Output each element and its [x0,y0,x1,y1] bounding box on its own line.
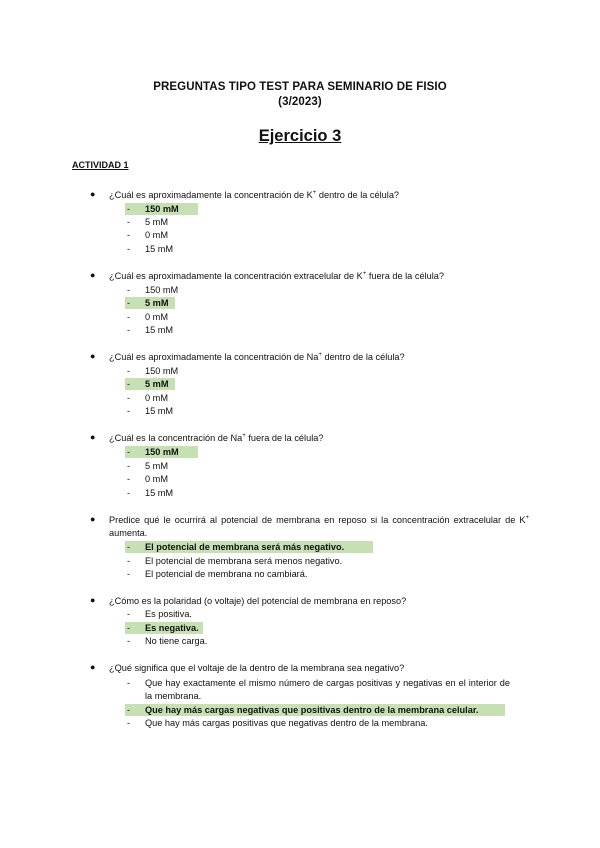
answer-text: 150 mM [145,285,179,295]
dash-icon: - [127,217,131,227]
correct-answer-text: 5 mM [145,298,169,308]
dash-icon: - [127,461,131,471]
answer-text: 15 mM [145,406,174,416]
question-text: ¿Cuál es la concentración de Na+ fuera de la célula? [109,432,324,443]
dash-icon: - [127,366,131,376]
answer-text: No tiene carga. [145,636,208,646]
bullet-icon: ● [90,595,96,605]
dash-icon: - [127,623,131,633]
question-text: ¿Cuál es aproximadamente la concentración de Na+ dentro de la célula? [109,351,405,362]
dash-icon: - [127,393,131,403]
question-text: Predice qué le ocurrirá al potencial de membrana en reposo si la concentración extracelular de K+ aumenta. [109,514,529,539]
correct-answer-text: 5 mM [145,379,169,389]
dash-icon: - [127,678,131,688]
bullet-icon: ● [90,189,96,199]
dash-icon: - [127,609,131,619]
answer-text: 150 mM [145,366,179,376]
dash-icon: - [127,705,131,715]
answer-text: 5 mM [145,461,168,471]
dash-icon: - [127,406,131,416]
bullet-icon: ● [90,270,96,280]
dash-icon: - [127,474,131,484]
dash-icon: - [127,447,131,457]
answer-text: Que hay exactamente el mismo número de cargas positivas y negativas en el interior de la membrana. [145,678,510,701]
question-text: ¿Cuál es aproximadamente la concentración extracelular de K+ fuera de la célula? [109,270,444,281]
answer-text: 15 mM [145,488,174,498]
bullet-icon: ● [90,351,96,361]
document-subtitle: (3/2023) [278,96,322,108]
exercise-heading: Ejercicio 3 [258,127,342,145]
dash-icon: - [127,569,131,579]
dash-icon: - [127,636,131,646]
dash-icon: - [127,488,131,498]
answer-text: 5 mM [145,217,168,227]
question-text: ¿Cómo es la polaridad (o voltaje) del potencial de membrana en reposo? [109,596,407,606]
answer-text: Es positiva. [145,609,192,619]
correct-answer-text: Que hay más cargas negativas que positivas dentro de la membrana celular. [145,705,479,715]
answer-text: El potencial de membrana no cambiará. [145,569,308,579]
question-text: ¿Qué significa que el voltaje de la dentro de la membrana sea negativo? [109,663,405,673]
dash-icon: - [127,542,131,552]
dash-icon: - [127,718,131,728]
answer-text: 15 mM [145,325,174,335]
bullet-icon: ● [90,432,96,442]
bullet-icon: ● [90,514,96,524]
dash-icon: - [127,244,131,254]
question-text: ¿Cuál es aproximadamente la concentración de K+ dentro de la célula? [109,189,400,200]
dash-icon: - [127,325,131,335]
document-title: PREGUNTAS TIPO TEST PARA SEMINARIO DE FISIO [153,81,447,93]
answer-text: El potencial de membrana será menos negativo. [145,556,343,566]
dash-icon: - [127,230,131,240]
dash-icon: - [127,285,131,295]
answer-text: 0 mM [145,393,168,403]
answer-text: 0 mM [145,474,168,484]
answer-text: 0 mM [145,312,168,322]
answer-text: 0 mM [145,230,168,240]
correct-answer-text: 150 mM [145,204,179,214]
dash-icon: - [127,379,131,389]
dash-icon: - [127,556,131,566]
correct-answer-text: 150 mM [145,447,179,457]
correct-answer-text: Es negativa. [145,623,199,633]
dash-icon: - [127,298,131,308]
bullet-icon: ● [90,662,96,672]
dash-icon: - [127,204,131,214]
answer-text: 15 mM [145,244,174,254]
activity-heading: ACTIVIDAD 1 [72,160,129,170]
dash-icon: - [127,312,131,322]
correct-answer-text: El potencial de membrana será más negativo. [145,542,345,552]
answer-text: Que hay más cargas positivas que negativas dentro de la membrana. [145,718,428,728]
